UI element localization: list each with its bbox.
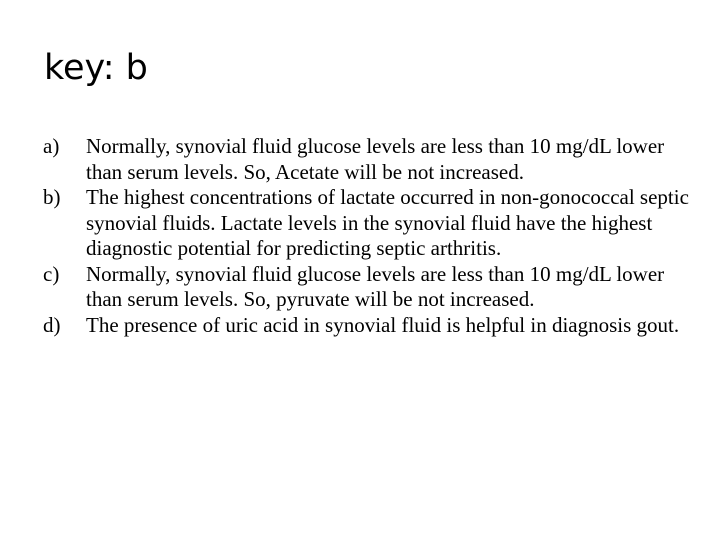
answer-item-a (43, 134, 703, 185)
answer-marker: b) (43, 185, 61, 209)
answer-marker: c) (43, 261, 60, 286)
answer-item-c (43, 262, 703, 313)
answer-item-b (43, 185, 703, 262)
answer-item-d (43, 313, 703, 339)
answer-marker: a) (43, 134, 60, 158)
answer-text: Normally, synovial fluid glucose levels are less than 10 mg/dL lower than serum levels. So, pyruvate will be not increased. (86, 261, 665, 311)
answer-marker: d) (43, 312, 61, 337)
answer-text: The highest concentrations of lactate occurred in non-gonococcal septic synovial fluids. Lactate levels in the synovial fluid have the highest diagnostic potential for predicting septic arthritis. (86, 185, 689, 260)
answer-text: Normally, synovial fluid glucose levels are less than 10 mg/dL lower than serum levels. So, Acetate will be not increased. (86, 134, 665, 184)
answer-list (43, 134, 703, 338)
slide-title: key: b (44, 48, 148, 88)
answer-text: The presence of uric acid in synovial fluid is helpful in diagnosis gout. (86, 312, 680, 337)
